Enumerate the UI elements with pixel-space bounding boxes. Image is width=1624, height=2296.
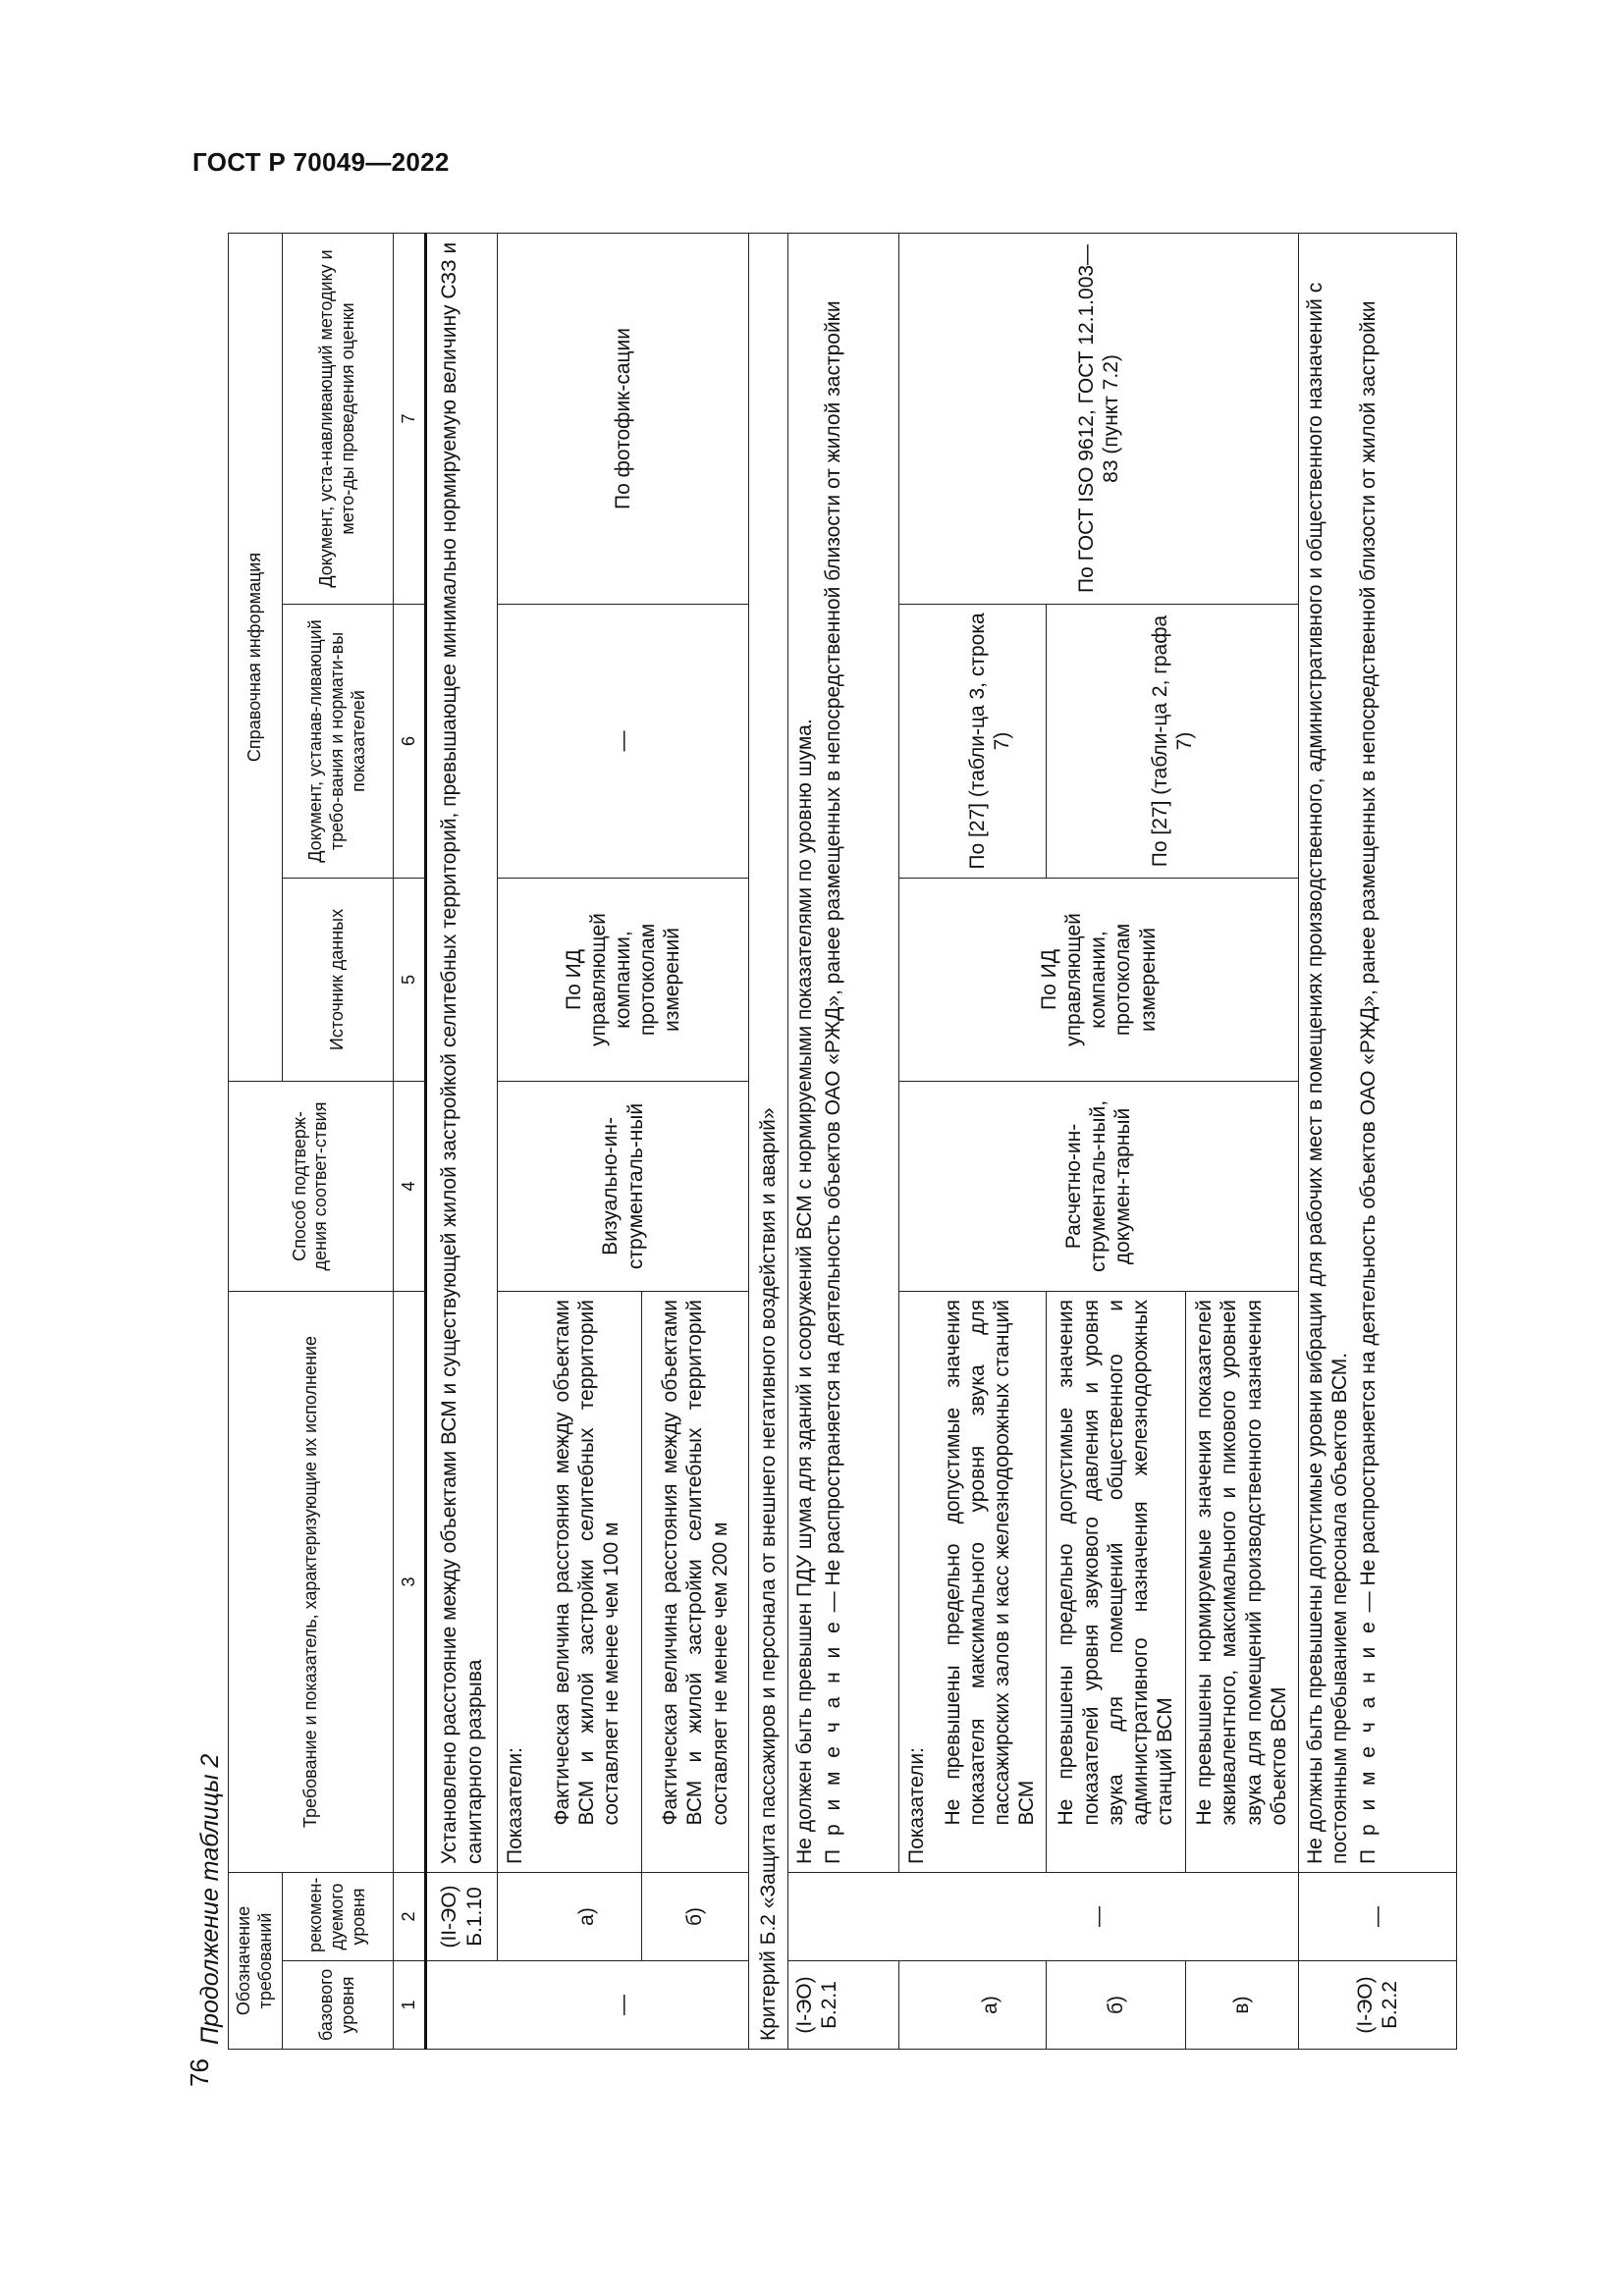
page-number: 76 <box>185 2058 214 2087</box>
requirement-code: (II-ЭО) Б.1.10 <box>425 1872 497 1960</box>
requirement-text: Не должны быть превышены допустимые уровни вибрации для рабочих мест в помещениях производственного, административного и общественного назначений с постоянным пребыванием персонала объектов ВСМ. <box>1303 282 1351 1864</box>
table-row-b110-indicators <box>498 233 533 2049</box>
data-source: По ИД управляющей компании, протоколам измерений <box>498 878 749 1081</box>
note-label: П р и м е ч а н и е <box>1356 1618 1380 1864</box>
designation-group-header: Обозначение требований <box>229 1872 283 2049</box>
empty-dash: — <box>1298 1872 1456 1960</box>
requirement-column-header: Требование и показатель, характеризующие их исполнение <box>229 1291 394 1872</box>
rotated-table-container <box>228 234 1457 2050</box>
indicator-text: Не превышены предельно допустимые значения показателей уровня звукового давления и уровня звука для помещений общественного и административного назначения железнодорожных станций ВСМ <box>1047 1291 1185 1833</box>
confirmation-method: Визуально-ин-струменталь-ный <box>498 1081 749 1291</box>
column-number: 3 <box>393 1291 425 1872</box>
column-number: 5 <box>393 878 425 1081</box>
table-row-b21-title <box>787 233 898 2049</box>
reference-group-header: Справочная информация <box>229 233 283 1081</box>
indicator-text: Фактическая величина расстояния между объектами ВСМ и жилой застройки селитебных территорий составляет не менее чем 100 м <box>532 1291 641 1833</box>
indicator-text: Фактическая величина расстояния между объектами ВСМ и жилой застройки селитебных территорий составляет не менее чем 200 м <box>642 1291 749 1833</box>
table-row-criterion <box>749 233 788 2049</box>
requirements-table <box>228 233 1457 2050</box>
requirement-text: Не должен быть превышен ПДУ шума для зданий и сооружений ВСМ с нормируемыми показателями по уровню шума. <box>792 719 816 1864</box>
requirement-code: (I-ЭО) Б.2.2 <box>1298 1961 1456 2050</box>
requirement-document: — <box>498 604 749 878</box>
document-header: ГОСТ Р 70049—2022 <box>192 147 450 177</box>
requirement-code: (I-ЭО) Б.2.1 <box>787 1961 898 2050</box>
requirement-doc-column-header: Документ, устанав-ливающий требо-вания и нормати-вы показателей <box>282 604 393 878</box>
note-paragraph <box>821 241 845 1864</box>
column-number: 7 <box>393 233 425 604</box>
requirement-document: По [27] (табли-ца 2, графа 7) <box>1047 604 1298 878</box>
data-source: По ИД управляющей компании, протоколам измерений <box>898 878 1298 1081</box>
item-label: б) <box>642 1872 749 1960</box>
table-row-b22 <box>1298 233 1456 2049</box>
empty-dash: — <box>498 1961 749 2050</box>
item-label: а) <box>532 1872 641 1960</box>
requirement-text-block <box>1298 233 1456 1872</box>
table-row-b110-title <box>425 233 497 2049</box>
column-numbers-row <box>393 233 425 2049</box>
confirmation-method: Расчетно-ин-струменталь-ный, докумен-тарный <box>898 1081 1298 1291</box>
note-paragraph <box>1356 241 1380 1864</box>
column-number: 1 <box>393 1961 425 2050</box>
column-number: 2 <box>393 1872 425 1960</box>
table-caption: Продолжение таблицы 2 <box>196 1753 224 2045</box>
note-label: П р и м е ч а н и е <box>822 1618 844 1864</box>
indicator-text: Не превышены предельно допустимые значения показателя максимального уровня звука для пассажирских залов и касс железнодорожных станций ВСМ <box>934 1291 1046 1833</box>
criterion-title: Критерий Б.2 «Защита пассажиров и персонала от внешнего негативного воздействия и аварий» <box>749 233 788 2049</box>
table-row-b21-indicators <box>898 233 934 2049</box>
requirement-text-block <box>787 233 898 1872</box>
method-column-header: Способ подтверж-дения соответ-ствия <box>229 1081 394 1291</box>
source-column-header: Источник данных <box>282 878 393 1081</box>
requirement-document: По [27] (табли-ца 3, строка 7) <box>934 604 1046 878</box>
indicator-text: Не превышены нормируемые значения показателей эквивалентного, максимального и пикового уровней звука для помещений производственного назначения объектов ВСМ <box>1185 1291 1298 1833</box>
indicators-label: Показатели: <box>898 1291 934 1872</box>
recommended-level-header: рекомен-дуемого уровня <box>282 1872 393 1960</box>
method-document: По ГОСТ ISO 9612, ГОСТ 12.1.003—83 (пункт 7.2) <box>898 233 1298 604</box>
note-text: — Не распространяется на деятельность объектов ОАО «РЖД», ранее размещенных в непосредственной близости от жилой застройки <box>1356 300 1380 1619</box>
table-header-row-1 <box>229 233 283 2049</box>
indicators-label: Показатели: <box>498 1291 533 1872</box>
method-doc-column-header: Документ, уста-навливающий методику и мето-ды проведения оценки <box>282 233 393 604</box>
empty-dash: — <box>898 1872 1298 1960</box>
item-label: в) <box>1185 1961 1298 2050</box>
method-document: По фотофик-сации <box>498 233 749 604</box>
note-text: — Не распространяется на деятельность объектов ОАО «РЖД», ранее размещенных в непосредственной близости от жилой застройки <box>822 300 844 1619</box>
item-label: а) <box>934 1961 1046 2050</box>
requirement-text: Установлено расстояние между объектами ВСМ и существующей жилой застройкой селитебных территорий, превышающее минимально нормируемую величину СЗЗ и санитарного разрыва <box>425 233 497 1872</box>
item-label: б) <box>1047 1961 1185 2050</box>
column-number: 6 <box>393 604 425 878</box>
column-number: 4 <box>393 1081 425 1291</box>
base-level-header: базового уровня <box>282 1961 393 2050</box>
